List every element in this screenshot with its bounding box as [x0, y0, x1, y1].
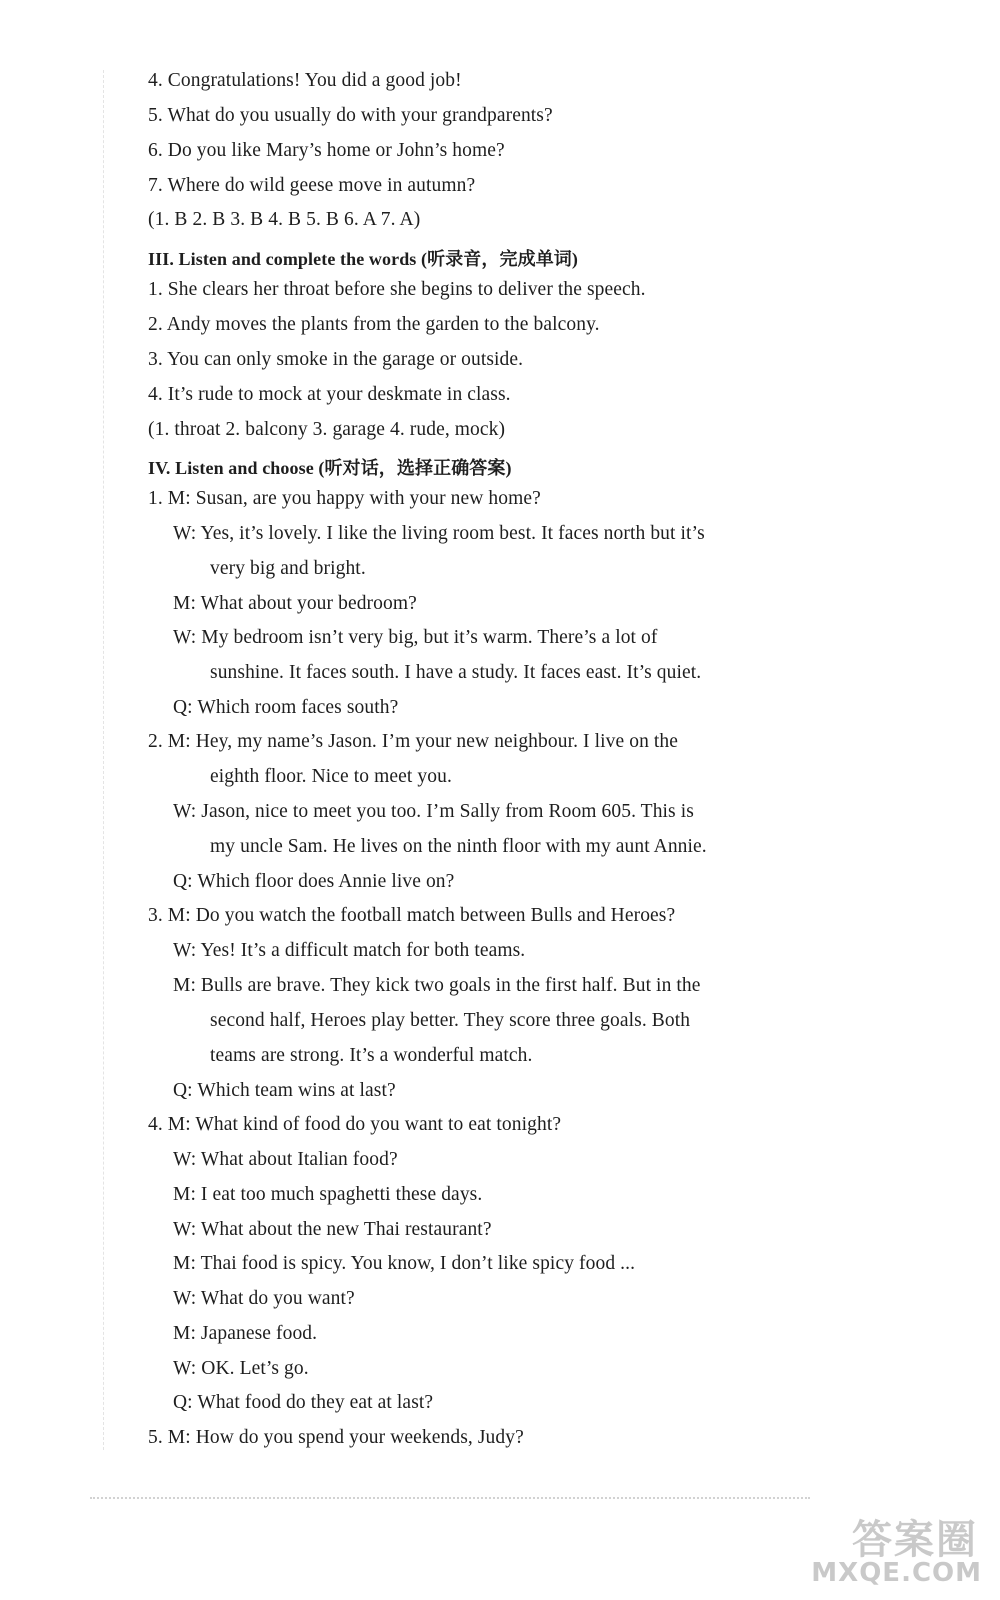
dialogue-3-line: 3. M: Do you watch the football match between Bulls and Heroes? — [148, 905, 676, 926]
dialogue-2-line: my uncle Sam. He lives on the ninth floor with my aunt Annie. — [210, 836, 707, 857]
margin-rule — [103, 70, 104, 1450]
dialogue-1-question: Q: Which room faces south? — [173, 697, 399, 718]
dialogue-4-line: 4. M: What kind of food do you want to eat tonight? — [148, 1114, 562, 1135]
dialogue-4-line: M: Japanese food. — [173, 1323, 318, 1344]
dialogue-1-line: W: My bedroom isn’t very big, but it’s warm. There’s a lot of — [173, 627, 658, 648]
section3-answers: (1. throat 2. balcony 3. garage 4. rude, mock) — [148, 419, 506, 440]
section3-heading: III. Listen and complete the words (听录音，完成单词) — [148, 249, 578, 269]
section3-sentence-3: 3. You can only smoke in the garage or outside. — [148, 349, 524, 370]
dialogue-4-line: W: What do you want? — [173, 1288, 355, 1309]
dialogue-2-line: 2. M: Hey, my name’s Jason. I’m your new neighbour. I live on the — [148, 731, 679, 752]
dialogue-3-question: Q: Which team wins at last? — [173, 1080, 396, 1101]
dialogue-5-line: 5. M: How do you spend your weekends, Judy? — [148, 1427, 524, 1448]
section2-answers: (1. B 2. B 3. B 4. B 5. B 6. A 7. A) — [148, 209, 421, 230]
section4-heading: IV. Listen and choose (听对话，选择正确答案) — [148, 458, 512, 478]
dialogue-1-line: M: What about your bedroom? — [173, 593, 417, 614]
dialogue-1-line: 1. M: Susan, are you happy with your new home? — [148, 488, 541, 509]
section2-question-4: 4. Congratulations! You did a good job! — [148, 70, 462, 91]
dialogue-4-question: Q: What food do they eat at last? — [173, 1392, 434, 1413]
section3-sentence-1: 1. She clears her throat before she begins to deliver the speech. — [148, 279, 646, 300]
dialogue-4-line: W: OK. Let’s go. — [173, 1358, 309, 1379]
dialogue-2-line: W: Jason, nice to meet you too. I’m Sally from Room 605. This is — [173, 801, 694, 822]
section2-question-6: 6. Do you like Mary’s home or John’s home? — [148, 140, 505, 161]
watermark-brand-text: 答案圈 — [852, 1517, 978, 1563]
dialogue-1-line: very big and bright. — [210, 558, 366, 579]
dialogue-4-line: M: I eat too much spaghetti these days. — [173, 1184, 483, 1205]
footer-divider — [90, 1497, 810, 1499]
dialogue-3-line: W: Yes! It’s a difficult match for both teams. — [173, 940, 526, 961]
dialogue-3-line: second half, Heroes play better. They score three goals. Both — [210, 1010, 691, 1031]
dialogue-4-line: W: What about the new Thai restaurant? — [173, 1219, 492, 1240]
dialogue-4-line: W: What about Italian food? — [173, 1149, 398, 1170]
dialogue-1-line: sunshine. It faces south. I have a study. It faces east. It’s quiet. — [210, 662, 702, 683]
section3-sentence-2: 2. Andy moves the plants from the garden to the balcony. — [148, 314, 600, 335]
section3-sentence-4: 4. It’s rude to mock at your deskmate in class. — [148, 384, 511, 405]
dialogue-3-line: teams are strong. It’s a wonderful match. — [210, 1045, 533, 1066]
watermark-domain-text: MXQE.COM — [811, 1558, 982, 1588]
dialogue-2-question: Q: Which floor does Annie live on? — [173, 871, 455, 892]
dialogue-1-line: W: Yes, it’s lovely. I like the living room best. It faces north but it’s — [173, 523, 705, 544]
dialogue-3-line: M: Bulls are brave. They kick two goals in the first half. But in the — [173, 975, 701, 996]
watermark-logo — [792, 1508, 982, 1588]
section2-question-7: 7. Where do wild geese move in autumn? — [148, 175, 476, 196]
dialogue-2-line: eighth floor. Nice to meet you. — [210, 766, 452, 787]
section2-question-5: 5. What do you usually do with your grandparents? — [148, 105, 553, 126]
dialogue-4-line: M: Thai food is spicy. You know, I don’t like spicy food ... — [173, 1253, 636, 1274]
